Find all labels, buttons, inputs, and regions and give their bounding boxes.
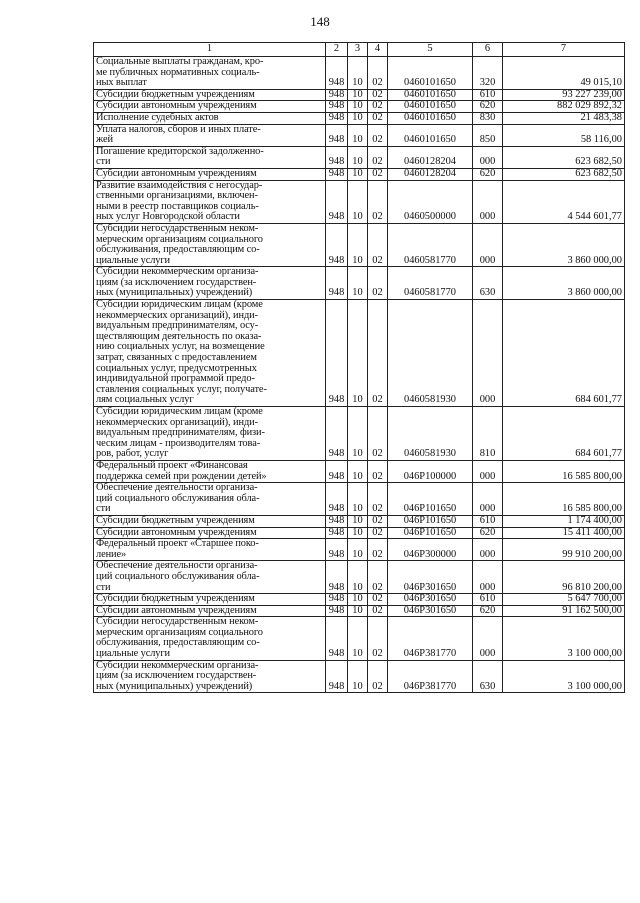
subsection-code-cell: 02 — [368, 267, 388, 300]
subsection-code-cell: 02 — [368, 407, 388, 461]
expense-type-cell: 000 — [473, 223, 503, 266]
section-code-cell: 10 — [348, 605, 368, 617]
target-article-cell: 0460581930 — [388, 407, 473, 461]
target-article-cell: 046P101650 — [388, 483, 473, 516]
expense-name-cell: Субсидии юридическим лицам (кроме некоммерческих организаций), инди- видуальным предпринимателям, осу- ществляющим деятельность по оказа- нию социальных услуг, на возмещение затрат, связанных с предоставлением социальных услуг, предусмотренных индивидуальной программой предо- ставления социальных услуг, получате- лям социальных услуг — [94, 300, 326, 407]
ministry-code-cell: 948 — [326, 89, 348, 101]
target-article-cell: 0460128204 — [388, 168, 473, 180]
target-article-cell: 0460101650 — [388, 57, 473, 90]
table-row — [94, 561, 625, 594]
ministry-code-cell: 948 — [326, 605, 348, 617]
table-row — [94, 594, 625, 606]
expense-type-cell: 830 — [473, 112, 503, 124]
amount-cell: 3 100 000,00 — [503, 660, 625, 693]
ministry-code-cell: 948 — [326, 146, 348, 168]
table-row — [94, 89, 625, 101]
target-article-cell: 046P301650 — [388, 561, 473, 594]
page-number: 148 — [310, 14, 330, 29]
amount-cell: 882 029 892,32 — [503, 101, 625, 113]
table-row — [94, 57, 625, 90]
ministry-code-cell: 948 — [326, 223, 348, 266]
subsection-code-cell: 02 — [368, 180, 388, 223]
expense-type-cell: 000 — [473, 146, 503, 168]
section-code-cell: 10 — [348, 660, 368, 693]
expense-name-cell: Субсидии автономным учреждениям — [94, 101, 326, 113]
target-article-cell: 046P301650 — [388, 594, 473, 606]
expense-name-cell: Субсидии автономным учреждениям — [94, 605, 326, 617]
section-code-cell: 10 — [348, 180, 368, 223]
expense-type-cell: 000 — [473, 300, 503, 407]
section-code-cell: 10 — [348, 267, 368, 300]
ministry-code-cell: 948 — [326, 617, 348, 660]
expense-name-cell: Субсидии негосударственным неком- мерческим организациям социального обслуживания, предоставляющим со- циальные услуги — [94, 223, 326, 266]
section-code-cell: 10 — [348, 539, 368, 561]
subsection-code-cell: 02 — [368, 57, 388, 90]
target-article-cell: 046P381770 — [388, 617, 473, 660]
subsection-code-cell: 02 — [368, 561, 388, 594]
section-code-cell: 10 — [348, 57, 368, 90]
table-row — [94, 407, 625, 461]
table-row — [94, 460, 625, 482]
table-row — [94, 180, 625, 223]
expense-name-cell: Субсидии негосударственным неком- мерческим организациям социального обслуживания, предоставляющим со- циальные услуги — [94, 617, 326, 660]
subsection-code-cell: 02 — [368, 112, 388, 124]
expense-type-cell: 000 — [473, 561, 503, 594]
table-row — [94, 146, 625, 168]
target-article-cell: 0460101650 — [388, 101, 473, 113]
table-row — [94, 112, 625, 124]
amount-cell: 93 227 239,00 — [503, 89, 625, 101]
section-code-cell: 10 — [348, 101, 368, 113]
amount-cell: 3 860 000,00 — [503, 223, 625, 266]
expense-type-cell: 810 — [473, 407, 503, 461]
target-article-cell: 0460581770 — [388, 267, 473, 300]
amount-cell: 16 585 800,00 — [503, 483, 625, 516]
ministry-code-cell: 948 — [326, 594, 348, 606]
amount-cell: 684 601,77 — [503, 407, 625, 461]
table-row — [94, 527, 625, 539]
header-col-1: 1 — [94, 43, 326, 57]
ministry-code-cell: 948 — [326, 101, 348, 113]
subsection-code-cell: 02 — [368, 594, 388, 606]
amount-cell: 58 116,00 — [503, 124, 625, 146]
expense-type-cell: 000 — [473, 483, 503, 516]
expense-type-cell: 620 — [473, 168, 503, 180]
expense-type-cell: 620 — [473, 101, 503, 113]
header-row — [94, 43, 625, 57]
budget-table — [93, 42, 625, 693]
target-article-cell: 046P301650 — [388, 605, 473, 617]
ministry-code-cell: 948 — [326, 124, 348, 146]
expense-type-cell: 620 — [473, 605, 503, 617]
section-code-cell: 10 — [348, 89, 368, 101]
section-code-cell: 10 — [348, 124, 368, 146]
target-article-cell: 0460101650 — [388, 124, 473, 146]
section-code-cell: 10 — [348, 168, 368, 180]
subsection-code-cell: 02 — [368, 146, 388, 168]
section-code-cell: 10 — [348, 407, 368, 461]
ministry-code-cell: 948 — [326, 561, 348, 594]
table-row — [94, 300, 625, 407]
amount-cell: 99 910 200,00 — [503, 539, 625, 561]
ministry-code-cell: 948 — [326, 483, 348, 516]
expense-type-cell: 320 — [473, 57, 503, 90]
ministry-code-cell: 948 — [326, 407, 348, 461]
target-article-cell: 0460581770 — [388, 223, 473, 266]
subsection-code-cell: 02 — [368, 101, 388, 113]
target-article-cell: 0460500000 — [388, 180, 473, 223]
amount-cell: 3 100 000,00 — [503, 617, 625, 660]
expense-name-cell: Уплата налогов, сборов и иных плате- жей — [94, 124, 326, 146]
ministry-code-cell: 948 — [326, 267, 348, 300]
expense-name-cell: Субсидии некоммерческим организа- циям (за исключением государствен- ных (муниципальных) учреждений) — [94, 660, 326, 693]
amount-cell: 1 174 400,00 — [503, 515, 625, 527]
table-row — [94, 539, 625, 561]
header-col-6: 6 — [473, 43, 503, 57]
table-row — [94, 660, 625, 693]
expense-type-cell: 000 — [473, 180, 503, 223]
expense-name-cell: Развитие взаимодействия с негосудар- ственными организациями, включен- ными в реестр поставщиков социаль- ных услуг Новгородской области — [94, 180, 326, 223]
amount-cell: 16 585 800,00 — [503, 460, 625, 482]
ministry-code-cell: 948 — [326, 300, 348, 407]
ministry-code-cell: 948 — [326, 112, 348, 124]
target-article-cell: 046P100000 — [388, 460, 473, 482]
ministry-code-cell: 948 — [326, 660, 348, 693]
table-row — [94, 483, 625, 516]
table-row — [94, 101, 625, 113]
section-code-cell: 10 — [348, 561, 368, 594]
table-row — [94, 617, 625, 660]
table-row — [94, 124, 625, 146]
expense-name-cell: Исполнение судебных актов — [94, 112, 326, 124]
section-code-cell: 10 — [348, 112, 368, 124]
expense-type-cell: 850 — [473, 124, 503, 146]
expense-name-cell: Погашение кредиторской задолженно- сти — [94, 146, 326, 168]
expense-name-cell: Субсидии бюджетным учреждениям — [94, 515, 326, 527]
expense-type-cell: 000 — [473, 460, 503, 482]
header-col-7: 7 — [503, 43, 625, 57]
section-code-cell: 10 — [348, 146, 368, 168]
amount-cell: 623 682,50 — [503, 168, 625, 180]
section-code-cell: 10 — [348, 223, 368, 266]
amount-cell: 21 483,38 — [503, 112, 625, 124]
expense-type-cell: 610 — [473, 594, 503, 606]
subsection-code-cell: 02 — [368, 168, 388, 180]
ministry-code-cell: 948 — [326, 57, 348, 90]
expense-name-cell: Обеспечение деятельности организа- ций социального обслуживания обла- сти — [94, 483, 326, 516]
expense-name-cell: Субсидии некоммерческим организа- циям (за исключением государствен- ных (муниципальных) учреждений) — [94, 267, 326, 300]
subsection-code-cell: 02 — [368, 223, 388, 266]
subsection-code-cell: 02 — [368, 660, 388, 693]
subsection-code-cell: 02 — [368, 527, 388, 539]
target-article-cell: 0460101650 — [388, 89, 473, 101]
ministry-code-cell: 948 — [326, 168, 348, 180]
target-article-cell: 046P101650 — [388, 515, 473, 527]
amount-cell: 15 411 400,00 — [503, 527, 625, 539]
section-code-cell: 10 — [348, 300, 368, 407]
section-code-cell: 10 — [348, 594, 368, 606]
expense-type-cell: 620 — [473, 527, 503, 539]
expense-type-cell: 610 — [473, 515, 503, 527]
subsection-code-cell: 02 — [368, 539, 388, 561]
amount-cell: 91 162 500,00 — [503, 605, 625, 617]
target-article-cell: 0460128204 — [388, 146, 473, 168]
section-code-cell: 10 — [348, 483, 368, 516]
ministry-code-cell: 948 — [326, 539, 348, 561]
expense-name-cell: Субсидии бюджетным учреждениям — [94, 89, 326, 101]
amount-cell: 5 647 700,00 — [503, 594, 625, 606]
amount-cell: 49 015,10 — [503, 57, 625, 90]
subsection-code-cell: 02 — [368, 483, 388, 516]
table-row — [94, 267, 625, 300]
expense-name-cell: Субсидии бюджетным учреждениям — [94, 594, 326, 606]
amount-cell: 3 860 000,00 — [503, 267, 625, 300]
table-row — [94, 168, 625, 180]
target-article-cell: 046P101650 — [388, 527, 473, 539]
target-article-cell: 0460101650 — [388, 112, 473, 124]
amount-cell: 623 682,50 — [503, 146, 625, 168]
target-article-cell: 046P381770 — [388, 660, 473, 693]
section-code-cell: 10 — [348, 460, 368, 482]
table-row — [94, 223, 625, 266]
expense-type-cell: 630 — [473, 660, 503, 693]
table-row — [94, 605, 625, 617]
section-code-cell: 10 — [348, 527, 368, 539]
ministry-code-cell: 948 — [326, 460, 348, 482]
subsection-code-cell: 02 — [368, 515, 388, 527]
section-code-cell: 10 — [348, 617, 368, 660]
header-col-3: 3 — [348, 43, 368, 57]
subsection-code-cell: 02 — [368, 124, 388, 146]
amount-cell: 684 601,77 — [503, 300, 625, 407]
expense-name-cell: Субсидии автономным учреждениям — [94, 168, 326, 180]
expense-type-cell: 610 — [473, 89, 503, 101]
expense-name-cell: Социальные выплаты гражданам, кро- ме публичных нормативных социаль- ных выплат — [94, 57, 326, 90]
subsection-code-cell: 02 — [368, 617, 388, 660]
subsection-code-cell: 02 — [368, 605, 388, 617]
amount-cell: 4 544 601,77 — [503, 180, 625, 223]
table-row — [94, 515, 625, 527]
ministry-code-cell: 948 — [326, 527, 348, 539]
subsection-code-cell: 02 — [368, 300, 388, 407]
expense-name-cell: Субсидии автономным учреждениям — [94, 527, 326, 539]
expense-name-cell: Федеральный проект «Старшее поко- ление» — [94, 539, 326, 561]
header-col-5: 5 — [388, 43, 473, 57]
subsection-code-cell: 02 — [368, 89, 388, 101]
ministry-code-cell: 948 — [326, 180, 348, 223]
subsection-code-cell: 02 — [368, 460, 388, 482]
expense-type-cell: 000 — [473, 617, 503, 660]
expense-type-cell: 630 — [473, 267, 503, 300]
header-col-2: 2 — [326, 43, 348, 57]
section-code-cell: 10 — [348, 515, 368, 527]
expense-name-cell: Обеспечение деятельности организа- ций социального обслуживания обла- сти — [94, 561, 326, 594]
target-article-cell: 0460581930 — [388, 300, 473, 407]
target-article-cell: 046P300000 — [388, 539, 473, 561]
header-col-4: 4 — [368, 43, 388, 57]
ministry-code-cell: 948 — [326, 515, 348, 527]
expense-type-cell: 000 — [473, 539, 503, 561]
amount-cell: 96 810 200,00 — [503, 561, 625, 594]
expense-name-cell: Федеральный проект «Финансовая поддержка семей при рождении детей» — [94, 460, 326, 482]
expense-name-cell: Субсидии юридическим лицам (кроме некоммерческих организаций), инди- видуальным предпринимателям, физи- ческим лицам - производителям това- ров, работ, услуг — [94, 407, 326, 461]
